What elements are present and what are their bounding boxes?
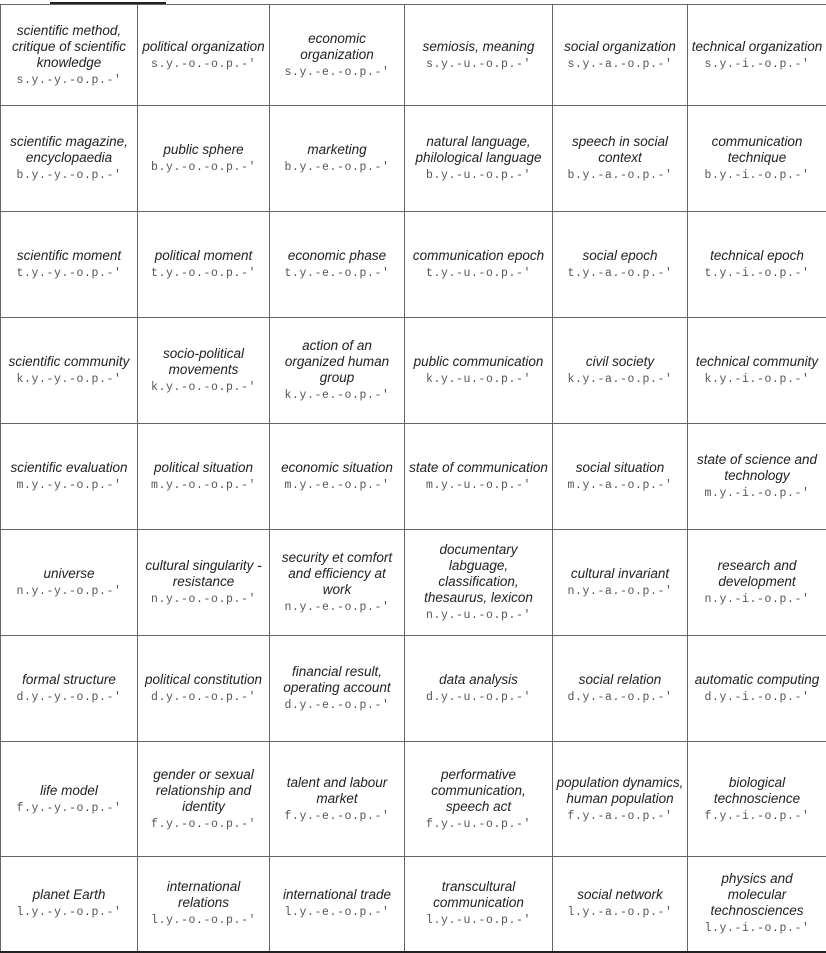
grid-body — [1, 5, 826, 952]
cell-code: b.y.-u.-o.p.-' — [408, 168, 549, 183]
grid-cell — [270, 318, 405, 424]
cell-code: f.y.-o.-o.p.-' — [141, 817, 266, 832]
grid-row — [1, 106, 826, 212]
cell-label: international relations — [141, 879, 266, 911]
cell-label: universe — [4, 566, 134, 582]
grid-cell — [553, 636, 688, 742]
cell-code: t.y.-u.-o.p.-' — [408, 266, 549, 281]
cell-code: b.y.-y.-o.p.-' — [4, 168, 134, 183]
grid-cell — [1, 530, 138, 636]
grid-cell — [405, 5, 553, 106]
grid-row — [1, 857, 826, 952]
cell-code: t.y.-a.-o.p.-' — [556, 266, 684, 281]
grid-cell — [138, 636, 270, 742]
cell-label: economic situation — [273, 460, 401, 476]
cell-code: b.y.-a.-o.p.-' — [556, 168, 684, 183]
grid-row — [1, 212, 826, 318]
cell-label: political situation — [141, 460, 266, 476]
cell-code: m.y.-e.-o.p.-' — [273, 478, 401, 493]
grid-cell — [405, 106, 553, 212]
cell-label: documentary labguage, classification, thesaurus, lexicon — [408, 542, 549, 606]
cell-label: scientific method, critique of scientific knowledge — [4, 23, 134, 71]
grid-cell — [688, 5, 826, 106]
cell-code: s.y.-i.-o.p.-' — [691, 57, 823, 72]
cell-code: t.y.-y.-o.p.-' — [4, 266, 134, 281]
cell-code: m.y.-i.-o.p.-' — [691, 486, 823, 501]
cell-label: communication epoch — [408, 248, 549, 264]
grid-cell — [138, 530, 270, 636]
cell-code: d.y.-e.-o.p.-' — [273, 698, 401, 713]
grid-cell — [405, 212, 553, 318]
cell-label: speech in social context — [556, 134, 684, 166]
cell-code: b.y.-o.-o.p.-' — [141, 160, 266, 175]
cell-code: l.y.-e.-o.p.-' — [273, 905, 401, 920]
cell-label: communication technique — [691, 134, 823, 166]
grid-cell — [405, 636, 553, 742]
grid-cell — [1, 636, 138, 742]
cell-label: economic organization — [273, 31, 401, 63]
grid-cell — [405, 424, 553, 530]
cell-code: l.y.-i.-o.p.-' — [691, 921, 823, 936]
cell-code: d.y.-a.-o.p.-' — [556, 690, 684, 705]
grid-cell — [553, 742, 688, 857]
grid-cell — [688, 318, 826, 424]
cell-label: social situation — [556, 460, 684, 476]
cell-label: social organization — [556, 39, 684, 55]
cell-code: l.y.-y.-o.p.-' — [4, 905, 134, 920]
cell-label: political organization — [141, 39, 266, 55]
cell-label: scientific moment — [4, 248, 134, 264]
grid-cell — [1, 318, 138, 424]
cell-label: technical community — [691, 354, 823, 370]
cell-label: financial result, operating account — [273, 664, 401, 696]
cell-code: k.y.-a.-o.p.-' — [556, 372, 684, 387]
grid-cell — [270, 5, 405, 106]
grid-cell — [270, 106, 405, 212]
cell-label: scientific community — [4, 354, 134, 370]
cell-label: scientific magazine, encyclopaedia — [4, 134, 134, 166]
cell-code: l.y.-a.-o.p.-' — [556, 905, 684, 920]
cell-label: biological technoscience — [691, 775, 823, 807]
grid-cell — [553, 5, 688, 106]
cell-label: marketing — [273, 142, 401, 158]
grid-cell — [405, 318, 553, 424]
cell-code: n.y.-u.-o.p.-' — [408, 608, 549, 623]
cell-code: m.y.-o.-o.p.-' — [141, 478, 266, 493]
cell-code: b.y.-e.-o.p.-' — [273, 160, 401, 175]
cell-code: m.y.-y.-o.p.-' — [4, 478, 134, 493]
cell-label: action of an organized human group — [273, 338, 401, 386]
cell-code: s.y.-a.-o.p.-' — [556, 57, 684, 72]
grid-cell — [405, 857, 553, 952]
grid-cell — [1, 424, 138, 530]
cell-label: talent and labour market — [273, 775, 401, 807]
cell-label: transcultural communication — [408, 879, 549, 911]
cell-code: t.y.-o.-o.p.-' — [141, 266, 266, 281]
grid-cell — [688, 742, 826, 857]
grid-cell — [270, 424, 405, 530]
cell-label: political constitution — [141, 672, 266, 688]
cell-code: f.y.-a.-o.p.-' — [556, 809, 684, 824]
grid-cell — [553, 857, 688, 952]
cell-label: social epoch — [556, 248, 684, 264]
cell-code: m.y.-a.-o.p.-' — [556, 478, 684, 493]
cell-code: s.y.-u.-o.p.-' — [408, 57, 549, 72]
cell-label: socio-political movements — [141, 346, 266, 378]
grid-cell — [270, 742, 405, 857]
cell-label: formal structure — [4, 672, 134, 688]
cell-label: performative communication, speech act — [408, 767, 549, 815]
cell-code: d.y.-u.-o.p.-' — [408, 690, 549, 705]
grid-cell — [1, 5, 138, 106]
grid-cell — [270, 636, 405, 742]
grid-cell — [270, 857, 405, 952]
cell-code: f.y.-u.-o.p.-' — [408, 817, 549, 832]
grid-row — [1, 318, 826, 424]
cell-code: d.y.-i.-o.p.-' — [691, 690, 823, 705]
cell-label: natural language, philological language — [408, 134, 549, 166]
cell-label: life model — [4, 783, 134, 799]
grid-cell — [405, 530, 553, 636]
cell-code: n.y.-y.-o.p.-' — [4, 584, 134, 599]
grid-cell — [138, 857, 270, 952]
cell-label: technical organization — [691, 39, 823, 55]
grid-cell — [553, 424, 688, 530]
cell-code: d.y.-y.-o.p.-' — [4, 690, 134, 705]
cell-label: civil society — [556, 354, 684, 370]
cell-label: state of communication — [408, 460, 549, 476]
grid-cell — [688, 212, 826, 318]
grid-cell — [1, 857, 138, 952]
grid-cell — [688, 424, 826, 530]
cell-code: n.y.-o.-o.p.-' — [141, 592, 266, 607]
cell-label: planet Earth — [4, 887, 134, 903]
grid-cell — [270, 530, 405, 636]
cell-code: n.y.-i.-o.p.-' — [691, 592, 823, 607]
cell-label: public communication — [408, 354, 549, 370]
cell-code: k.y.-i.-o.p.-' — [691, 372, 823, 387]
grid-cell — [1, 742, 138, 857]
cell-label: semiosis, meaning — [408, 39, 549, 55]
cell-code: f.y.-i.-o.p.-' — [691, 809, 823, 824]
cell-label: state of science and technology — [691, 452, 823, 484]
grid-cell — [1, 106, 138, 212]
cell-code: k.y.-o.-o.p.-' — [141, 380, 266, 395]
grid-cell — [138, 106, 270, 212]
cell-label: data analysis — [408, 672, 549, 688]
cell-label: international trade — [273, 887, 401, 903]
cell-label: security et comfort and efficiency at work — [273, 550, 401, 598]
grid-cell — [553, 318, 688, 424]
cell-label: population dynamics, human population — [556, 775, 684, 807]
grid-row — [1, 5, 826, 106]
grid-cell — [688, 106, 826, 212]
cell-code: l.y.-u.-o.p.-' — [408, 913, 549, 928]
cell-label: social relation — [556, 672, 684, 688]
cell-label: scientific evaluation — [4, 460, 134, 476]
cell-label: research and development — [691, 558, 823, 590]
cell-code: s.y.-o.-o.p.-' — [141, 57, 266, 72]
grid-cell — [1, 212, 138, 318]
cell-code: f.y.-e.-o.p.-' — [273, 809, 401, 824]
grid-cell — [553, 212, 688, 318]
concept-grid — [0, 4, 826, 953]
cell-label: physics and molecular technosciences — [691, 871, 823, 919]
grid-cell — [688, 636, 826, 742]
cell-code: n.y.-a.-o.p.-' — [556, 584, 684, 599]
grid-row — [1, 742, 826, 857]
cell-label: political moment — [141, 248, 266, 264]
cell-code: b.y.-i.-o.p.-' — [691, 168, 823, 183]
cell-code: m.y.-u.-o.p.-' — [408, 478, 549, 493]
grid-row — [1, 636, 826, 742]
cell-code: d.y.-o.-o.p.-' — [141, 690, 266, 705]
cell-label: gender or sexual relationship and identity — [141, 767, 266, 815]
grid-cell — [138, 212, 270, 318]
cell-code: k.y.-e.-o.p.-' — [273, 388, 401, 403]
cell-code: s.y.-e.-o.p.-' — [273, 65, 401, 80]
cell-label: automatic computing — [691, 672, 823, 688]
grid-cell — [138, 742, 270, 857]
grid-cell — [688, 530, 826, 636]
cell-label: technical epoch — [691, 248, 823, 264]
cell-code: t.y.-i.-o.p.-' — [691, 266, 823, 281]
grid-cell — [405, 742, 553, 857]
cell-code: l.y.-o.-o.p.-' — [141, 913, 266, 928]
grid-cell — [688, 857, 826, 952]
cell-code: f.y.-y.-o.p.-' — [4, 801, 134, 816]
grid-row — [1, 424, 826, 530]
cell-code: s.y.-y.-o.p.-' — [4, 73, 134, 88]
cell-code: t.y.-e.-o.p.-' — [273, 266, 401, 281]
grid-cell — [138, 5, 270, 106]
grid-row — [1, 530, 826, 636]
cell-label: public sphere — [141, 142, 266, 158]
cell-label: social network — [556, 887, 684, 903]
cell-label: cultural invariant — [556, 566, 684, 582]
cell-label: economic phase — [273, 248, 401, 264]
cell-label: cultural singularity - resistance — [141, 558, 266, 590]
grid-cell — [138, 318, 270, 424]
grid-cell — [553, 106, 688, 212]
grid-cell — [553, 530, 688, 636]
grid-cell — [270, 212, 405, 318]
cell-code: k.y.-y.-o.p.-' — [4, 372, 134, 387]
cell-code: n.y.-e.-o.p.-' — [273, 600, 401, 615]
cell-code: k.y.-u.-o.p.-' — [408, 372, 549, 387]
grid-cell — [138, 424, 270, 530]
